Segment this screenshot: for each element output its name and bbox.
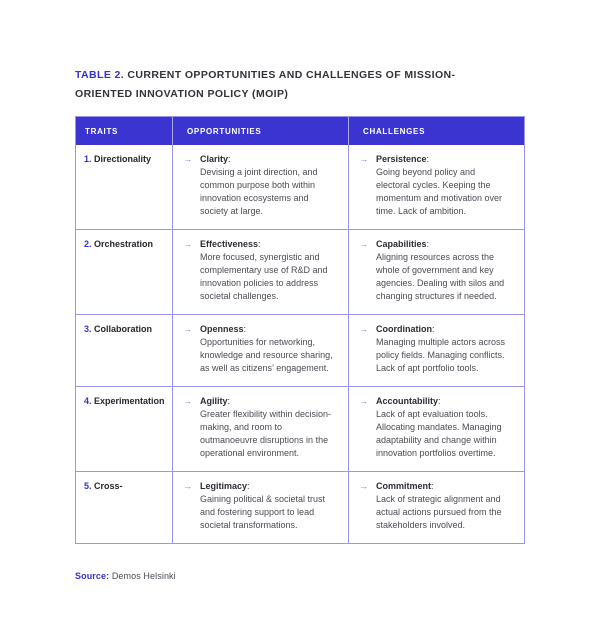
colon: : (258, 239, 261, 249)
colon: : (431, 481, 434, 491)
opportunity-text (200, 153, 335, 218)
arrow-right-icon: → (183, 396, 192, 406)
colon: : (426, 154, 430, 164)
table-header-row (76, 117, 524, 145)
trait-number: 4. (84, 396, 92, 406)
page-title (75, 66, 525, 104)
trait-label: Cross- (94, 481, 123, 491)
table-row (76, 145, 524, 229)
trait-label: Directionality (94, 154, 152, 164)
arrow-right-icon: → (359, 324, 368, 334)
moip-table (75, 116, 525, 544)
opportunity-description: More focused, synergistic and complementary use of R&D and innovation policies to address societal challenges. (200, 252, 328, 301)
challenge-description: Managing multiple actors across policy fields. Managing conflicts. Lack of apt portfolio tools. (376, 337, 506, 373)
header-challenges: CHALLENGES (348, 117, 524, 145)
challenge-term: Accountability (376, 396, 439, 406)
challenge-text (376, 153, 511, 218)
colon: : (426, 239, 430, 249)
trait-number: 1. (84, 154, 92, 164)
arrow-right-icon: → (359, 396, 368, 406)
opportunity-cell (172, 145, 348, 229)
opportunity-text (200, 480, 335, 532)
trait-cell (76, 472, 172, 543)
opportunity-cell (172, 387, 348, 471)
header-opportunities: OPPORTUNITIES (172, 117, 348, 145)
trait-cell (76, 145, 172, 229)
table-row (76, 471, 524, 543)
challenge-cell (348, 387, 524, 471)
opportunity-term: Agility (200, 396, 228, 406)
opportunity-description: Gaining political & societal trust and fostering support to lead societal transformations. (200, 494, 326, 530)
opportunity-description: Greater flexibility within decision-making, and room to outmanoeuvre disruptions in the operational environment. (200, 409, 332, 458)
challenge-cell (348, 315, 524, 386)
opportunity-description: Opportunities for networking, knowledge and resource sharing, as well as citizens’ engagement. (200, 337, 333, 373)
opportunity-text (200, 395, 335, 460)
challenge-text (376, 480, 511, 532)
challenge-text (376, 323, 511, 375)
colon: : (432, 324, 435, 334)
table-row (76, 229, 524, 314)
challenge-cell (348, 472, 524, 543)
trait-number: 3. (84, 324, 92, 334)
challenge-description: Lack of strategic alignment and actual actions pursued from the stakeholders involved. (376, 494, 502, 530)
title-line1: CURRENT OPPORTUNITIES AND CHALLENGES OF MISSION- (127, 69, 456, 81)
colon: : (228, 154, 231, 164)
opportunity-term: Openness (200, 324, 244, 334)
challenge-text (376, 395, 511, 460)
challenge-term: Coordination (376, 324, 432, 334)
challenge-text (376, 238, 511, 303)
colon: : (243, 324, 247, 334)
opportunity-term: Clarity (200, 154, 229, 164)
header-traits: TRAITS (85, 126, 119, 136)
challenge-description: Going beyond policy and electoral cycles. Keeping the momentum and motivation over time. Lack of ambition. (376, 167, 503, 216)
arrow-right-icon: → (183, 239, 192, 249)
opportunity-description: Devising a joint direction, and common purpose both within innovation ecosystems and society at large. (200, 167, 318, 216)
colon: : (438, 396, 441, 406)
opportunity-text (200, 323, 335, 375)
arrow-right-icon: → (359, 481, 368, 491)
challenge-cell (348, 230, 524, 314)
opportunity-term: Effectiveness (200, 239, 259, 249)
table-row (76, 386, 524, 471)
trait-number: 5. (84, 481, 92, 491)
trait-cell (76, 230, 172, 314)
source-label: Source: (75, 571, 110, 581)
trait-cell (76, 315, 172, 386)
trait-label: Experimentation (94, 396, 165, 406)
arrow-right-icon: → (183, 154, 192, 164)
figure-content (75, 66, 525, 581)
trait-label: Collaboration (94, 324, 153, 334)
challenge-cell (348, 145, 524, 229)
arrow-right-icon: → (359, 239, 368, 249)
arrow-right-icon: → (183, 324, 192, 334)
table-row (76, 314, 524, 386)
opportunity-text (200, 238, 335, 303)
trait-cell (76, 387, 172, 471)
challenge-term: Persistence (376, 154, 427, 164)
opportunity-term: Legitimacy (200, 481, 248, 491)
challenge-term: Commitment (376, 481, 432, 491)
challenge-description: Lack of apt evaluation tools. Allocating mandates. Managing adaptability and change within innovation portfolios overtime. (376, 409, 502, 458)
opportunity-cell (172, 472, 348, 543)
table-number-label: TABLE 2. (75, 69, 125, 81)
trait-label: Orchestration (94, 239, 154, 249)
arrow-right-icon: → (359, 154, 368, 164)
challenge-description: Aligning resources across the whole of government and key agencies. Dealing with silos and changing structures if needed. (376, 252, 505, 301)
colon: : (227, 396, 231, 406)
opportunity-cell (172, 230, 348, 314)
source-text: Demos Helsinki (111, 571, 176, 581)
opportunity-cell (172, 315, 348, 386)
arrow-right-icon: → (183, 481, 192, 491)
colon: : (247, 481, 250, 491)
trait-number: 2. (84, 239, 92, 249)
title-line2: ORIENTED INNOVATION POLICY (MOIP) (75, 88, 289, 100)
challenge-term: Capabilities (376, 239, 427, 249)
source-line (75, 571, 525, 581)
